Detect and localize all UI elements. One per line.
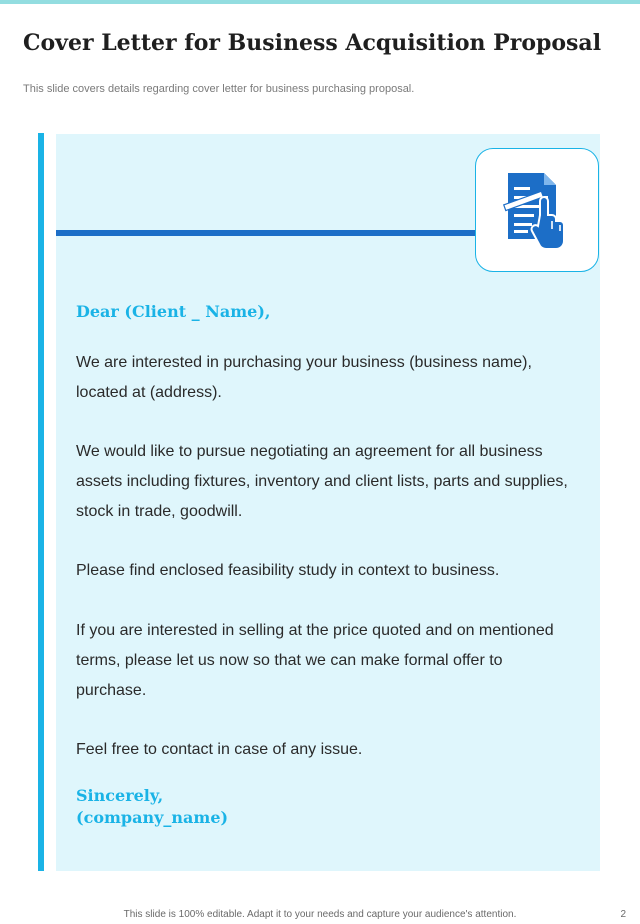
letter-paragraph: Feel free to contact in case of any issue. [76, 741, 363, 758]
letter-closing: Sincerely, [76, 786, 164, 805]
top-accent-rule [0, 0, 640, 4]
letter-paragraph: If you are interested in selling at the price quoted and on mentioned terms, please let us now so that we can make formal offer to purchase. [76, 622, 554, 699]
page-title: Cover Letter for Business Acquisition Proposal [23, 30, 602, 56]
card-accent-bar [38, 133, 44, 871]
document-hand-icon [496, 167, 580, 251]
letter-signature: (company_name) [76, 808, 229, 827]
card-divider-rule [56, 230, 480, 236]
letter-paragraph: We would like to pursue negotiating an agreement for all business assets including fixtures, inventory and client lists, parts and supplies, stock in trade, goodwill. [76, 443, 568, 520]
page-number: 2 [620, 909, 626, 920]
footer-note: This slide is 100% editable. Adapt it to your needs and capture your audience's attention. [123, 909, 517, 920]
letter-paragraph: Please find enclosed feasibility study in context to business. [76, 562, 500, 579]
letter-paragraph: We are interested in purchasing your business (business name), located at (address). [76, 354, 532, 401]
letter-greeting: Dear (Client _ Name), [76, 302, 271, 321]
letter-card [56, 134, 600, 871]
page-subtitle: This slide covers details regarding cover letter for business purchasing proposal. [23, 83, 415, 95]
letter-icon-box [475, 148, 599, 272]
